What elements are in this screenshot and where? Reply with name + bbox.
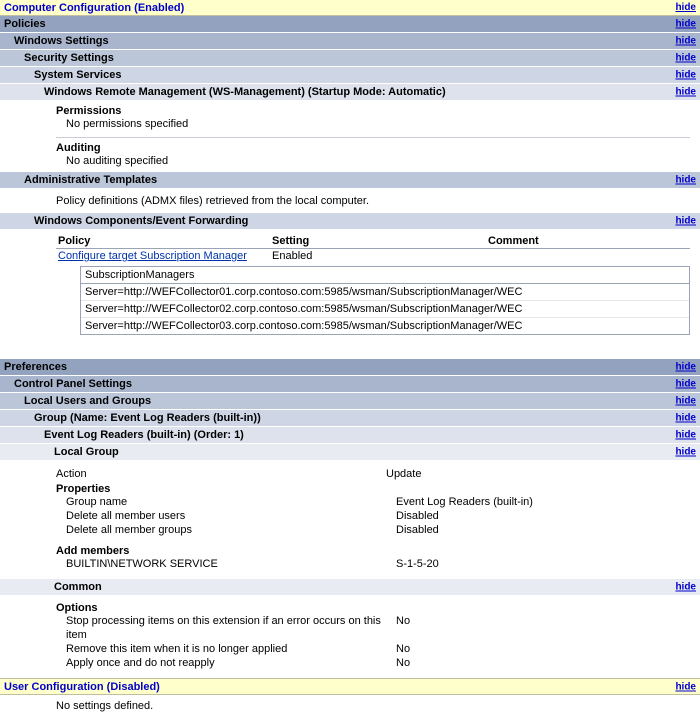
policy-name-cell bbox=[56, 249, 270, 264]
section-policies-label: Policies bbox=[4, 18, 46, 30]
section-administrative-templates-label: Administrative Templates bbox=[24, 174, 158, 186]
member-sid: S-1-5-20 bbox=[396, 558, 439, 570]
user-configuration-header bbox=[0, 678, 700, 695]
section-security-settings-label: Security Settings bbox=[24, 52, 114, 64]
hide-link-security-settings[interactable]: hide bbox=[675, 52, 696, 64]
hide-link-local-users-and-groups[interactable]: hide bbox=[675, 395, 696, 407]
hide-link-event-forwarding[interactable]: hide bbox=[675, 215, 696, 227]
hide-link-computer-configuration[interactable]: hide bbox=[675, 1, 696, 13]
action-row bbox=[56, 467, 690, 481]
hide-link-group-name[interactable]: hide bbox=[675, 412, 696, 424]
option-key: Remove this item when it is no longer applied bbox=[66, 643, 288, 655]
user-configuration-note-row bbox=[0, 695, 700, 713]
section-local-group-label: Local Group bbox=[54, 446, 119, 458]
section-administrative-templates[interactable] bbox=[0, 172, 700, 189]
action-value: Update bbox=[386, 468, 422, 480]
property-value: Disabled bbox=[396, 510, 439, 522]
hide-link-common[interactable]: hide bbox=[675, 581, 696, 593]
option-value: No bbox=[396, 643, 411, 655]
property-row bbox=[56, 509, 690, 523]
option-value: No bbox=[396, 615, 411, 627]
options-heading: Options bbox=[56, 602, 98, 614]
section-event-forwarding-label: Windows Components/Event Forwarding bbox=[34, 215, 249, 227]
add-members-heading: Add members bbox=[56, 545, 130, 557]
policy-link-configure-target-subscription-manager[interactable]: Configure target Subscription Manager bbox=[58, 250, 247, 262]
hide-link-group-order[interactable]: hide bbox=[675, 429, 696, 441]
section-windows-settings[interactable] bbox=[0, 33, 700, 50]
list-item: Server=http://WEFCollector01.corp.contoso.com:5985/wsman/SubscriptionManager/WEC bbox=[81, 284, 689, 301]
permissions-value: No permissions specified bbox=[66, 118, 189, 130]
user-configuration-note: No settings defined. bbox=[56, 700, 154, 712]
section-common-label: Common bbox=[54, 581, 102, 593]
hide-link-control-panel-settings[interactable]: hide bbox=[675, 378, 696, 390]
member-name: BUILTIN\NETWORK SERVICE bbox=[66, 558, 218, 570]
section-control-panel-settings[interactable] bbox=[0, 376, 700, 393]
hide-link-administrative-templates[interactable]: hide bbox=[675, 174, 696, 186]
list-item: Server=http://WEFCollector03.corp.contoso.com:5985/wsman/SubscriptionManager/WEC bbox=[85, 320, 523, 332]
option-row bbox=[56, 614, 690, 642]
section-local-users-and-groups[interactable] bbox=[0, 393, 700, 410]
hide-link-system-services[interactable]: hide bbox=[675, 69, 696, 81]
section-event-forwarding[interactable] bbox=[0, 213, 700, 230]
policy-comment-cell bbox=[486, 249, 690, 264]
option-value: No bbox=[396, 657, 411, 669]
permissions-heading: Permissions bbox=[56, 105, 122, 117]
section-policies[interactable] bbox=[0, 16, 700, 33]
list-item: Server=http://WEFCollector02.corp.contoso.com:5985/wsman/SubscriptionManager/WEC bbox=[81, 301, 689, 318]
winrm-details bbox=[0, 101, 700, 172]
section-common[interactable] bbox=[0, 579, 700, 596]
option-key: Apply once and do not reapply bbox=[66, 657, 215, 669]
section-local-users-and-groups-label: Local Users and Groups bbox=[24, 395, 152, 407]
local-group-details bbox=[0, 461, 700, 579]
option-key: Stop processing items on this extension if an error occurs on this item bbox=[66, 615, 381, 641]
admx-note-row bbox=[0, 189, 700, 213]
property-row bbox=[56, 495, 690, 509]
computer-configuration-title: Computer Configuration (Enabled) bbox=[4, 2, 185, 14]
property-value: Disabled bbox=[396, 524, 439, 536]
table-header-row bbox=[56, 234, 690, 249]
section-control-panel-settings-label: Control Panel Settings bbox=[14, 378, 132, 390]
hide-link-policies[interactable]: hide bbox=[675, 18, 696, 30]
hide-link-windows-settings[interactable]: hide bbox=[675, 35, 696, 47]
section-winrm-service[interactable] bbox=[0, 84, 700, 101]
section-system-services[interactable] bbox=[0, 67, 700, 84]
property-value: Event Log Readers (built-in) bbox=[396, 496, 533, 508]
section-group-name[interactable] bbox=[0, 410, 700, 427]
section-winrm-service-label: Windows Remote Management (WS-Management) (Startup Mode: Automatic) bbox=[44, 86, 446, 98]
section-group-order-label: Event Log Readers (built-in) (Order: 1) bbox=[44, 429, 244, 441]
common-details bbox=[0, 596, 700, 678]
hide-link-preferences[interactable]: hide bbox=[675, 361, 696, 373]
property-key: Group name bbox=[66, 496, 128, 508]
policy-setting-cell: Enabled bbox=[272, 250, 313, 262]
section-system-services-label: System Services bbox=[34, 69, 122, 81]
event-forwarding-table bbox=[56, 234, 690, 263]
hide-link-user-configuration[interactable]: hide bbox=[675, 681, 696, 692]
section-windows-settings-label: Windows Settings bbox=[14, 35, 109, 47]
section-preferences-label: Preferences bbox=[4, 361, 67, 373]
section-security-settings[interactable] bbox=[0, 50, 700, 67]
table-row bbox=[56, 249, 690, 264]
properties-heading: Properties bbox=[56, 483, 111, 495]
admx-note: Policy definitions (ADMX files) retrieved from the local computer. bbox=[56, 195, 370, 207]
section-local-group[interactable] bbox=[0, 444, 700, 461]
user-configuration-title: User Configuration (Disabled) bbox=[4, 681, 160, 693]
column-comment: Comment bbox=[486, 234, 690, 249]
hide-link-local-group[interactable]: hide bbox=[675, 446, 696, 458]
section-group-order[interactable] bbox=[0, 427, 700, 444]
auditing-value: No auditing specified bbox=[66, 155, 169, 167]
column-setting: Setting bbox=[270, 234, 486, 249]
computer-configuration-header bbox=[0, 0, 700, 16]
subscription-managers-header: SubscriptionManagers bbox=[81, 267, 689, 284]
section-preferences[interactable] bbox=[0, 359, 700, 376]
member-row bbox=[56, 557, 690, 571]
action-key: Action bbox=[56, 468, 87, 480]
option-row bbox=[56, 656, 690, 670]
auditing-heading: Auditing bbox=[56, 142, 101, 154]
property-key: Delete all member groups bbox=[66, 524, 192, 536]
event-forwarding-table-wrap bbox=[0, 230, 700, 359]
property-key: Delete all member users bbox=[66, 510, 186, 522]
property-row bbox=[56, 523, 690, 537]
hide-link-winrm-service[interactable]: hide bbox=[675, 86, 696, 98]
column-policy: Policy bbox=[56, 234, 270, 249]
section-group-name-label: Group (Name: Event Log Readers (built-in)) bbox=[34, 412, 261, 424]
subscription-managers-box bbox=[80, 266, 690, 335]
option-row bbox=[56, 642, 690, 656]
